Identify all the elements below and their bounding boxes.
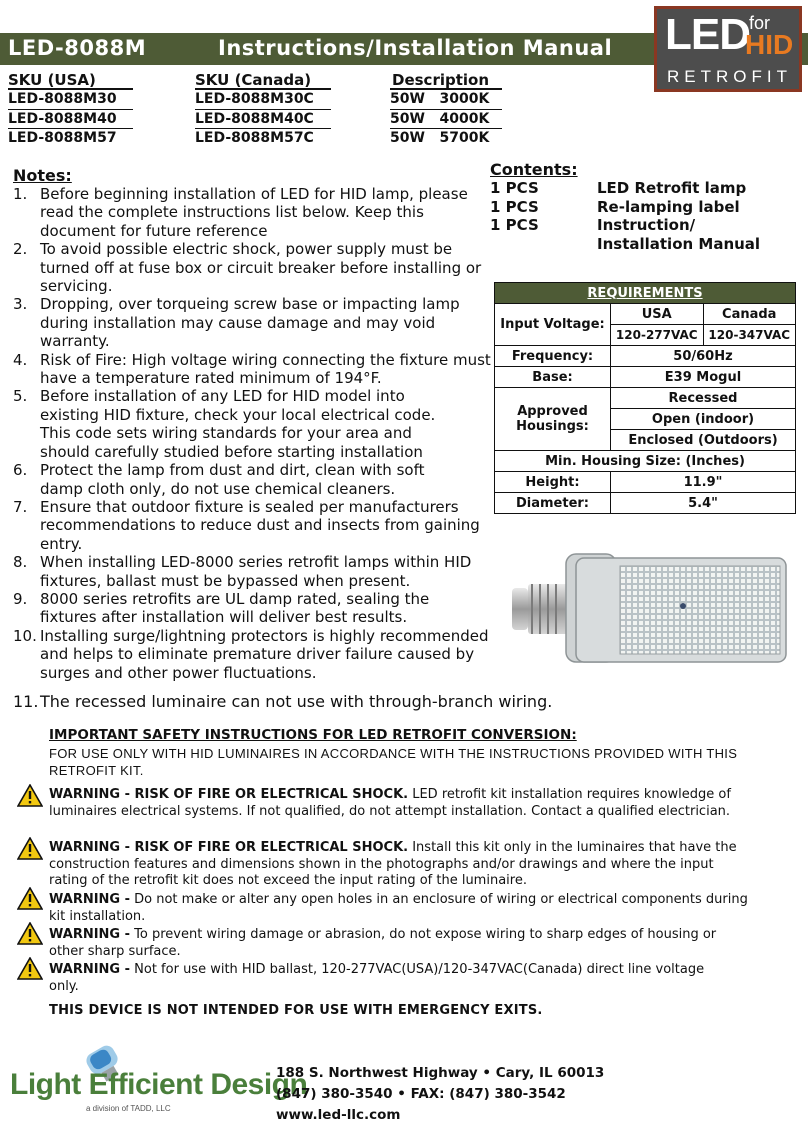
note-number: 6. xyxy=(13,461,28,480)
housings-label: Approved Housings: xyxy=(495,388,611,451)
frequency-value: 50/60Hz xyxy=(611,346,796,367)
warning-text: To prevent wiring damage or abrasion, do not expose wiring to sharp edges of housing or other sharp surface. xyxy=(49,927,717,959)
phone-fax: (847) 380-3540 • FAX: (847) 380-3542 xyxy=(276,1086,566,1102)
warning-item xyxy=(49,927,749,960)
contents-item: Re-lamping label xyxy=(597,197,740,216)
sku-usa-cell: LED-8088M30 xyxy=(8,91,117,107)
warning-item xyxy=(49,892,749,925)
brand-name: Light Efficient Design xyxy=(10,1068,308,1101)
website-link[interactable]: www.led-llc.com xyxy=(276,1107,401,1123)
note-number: 1. xyxy=(13,185,28,203)
brand-subtitle: a division of TADD, LLC xyxy=(86,1104,171,1113)
note-item xyxy=(13,295,491,350)
contents-list xyxy=(490,179,777,253)
warning-triangle-icon xyxy=(17,887,43,910)
note-item xyxy=(13,185,491,240)
base-label: Base: xyxy=(495,367,611,388)
height-label: Height: xyxy=(495,472,611,493)
logo-hid-text: HID xyxy=(745,29,794,60)
housing-value: Recessed xyxy=(611,388,796,409)
notes-title: Notes: xyxy=(13,166,72,185)
note-text: Installing surge/lightning protectors is highly recommended and helps to eliminate premature driver failure caused by surges and other power fluctuations. xyxy=(40,626,489,682)
height-value: 11.9" xyxy=(611,472,796,493)
base-value: E39 Mogul xyxy=(611,367,796,388)
note-text: The recessed luminaire can not use with through-branch wiring. xyxy=(40,692,553,711)
canada-column-label: Canada xyxy=(703,304,796,325)
sku-canada-cell: LED-8088M40C xyxy=(195,109,331,128)
led-array xyxy=(620,566,780,654)
contact-block xyxy=(276,1063,604,1126)
note-number: 9. xyxy=(13,589,28,608)
diameter-value: 5.4" xyxy=(611,493,796,514)
safety-subtitle: FOR USE ONLY WITH HID LUMINAIRES IN ACCORDANCE WITH THE INSTRUCTIONS PROVIDED WITH THIS RETROFIT KIT. xyxy=(49,746,738,778)
note-number: 8. xyxy=(13,553,28,572)
note-number: 2. xyxy=(13,240,28,259)
contents-qty: 1 PCS xyxy=(490,197,539,216)
warning-head: WARNING - RISK OF FIRE OR ELECTRICAL SHOCK. xyxy=(49,787,409,802)
frequency-label: Frequency: xyxy=(495,346,611,367)
note-item xyxy=(13,590,491,627)
warning-head: WARNING - RISK OF FIRE OR ELECTRICAL SHOCK. xyxy=(49,840,409,855)
note-item xyxy=(13,461,491,498)
note-number: 5. xyxy=(13,387,28,406)
note-text: Protect the lamp from dust and dirt, clean with soft damp cloth only, do not use chemical cleaners. xyxy=(40,461,425,498)
contents-item: Instruction/ Installation Manual xyxy=(597,216,761,253)
sku-usa-cell: LED-8088M40 xyxy=(8,109,133,128)
warning-text: LED retrofit kit installation requires knowledge of luminaires electrical systems. If not qualified, do not attempt installation. Contact a qualified electrician. xyxy=(49,787,731,819)
note-text: Before beginning installation of LED for HID lamp, please read the complete instructions list below. Keep this document for future reference xyxy=(40,185,468,240)
warning-triangle-icon xyxy=(17,837,43,860)
contents-row xyxy=(490,198,777,217)
model-title: LED-8088M xyxy=(8,36,147,60)
led-for-hid-logo xyxy=(654,6,802,92)
warning-triangle-icon xyxy=(17,957,43,980)
warning-item xyxy=(49,962,709,995)
canada-voltage: 120-347VAC xyxy=(703,325,796,346)
center-screw xyxy=(680,603,686,609)
warning-text: Do not make or alter any open holes in an enclosure of wiring or electrical components during kit installation. xyxy=(49,892,748,924)
description-header: Description xyxy=(390,71,502,90)
contents-row xyxy=(490,179,777,198)
note-item xyxy=(13,498,491,553)
sku-usa-header: SKU (USA) xyxy=(8,71,133,90)
warning-head: WARNING - xyxy=(49,927,131,942)
housing-value: Open (indoor) xyxy=(611,409,796,430)
warning-head: WARNING - xyxy=(49,892,131,907)
note-text: To avoid possible electric shock, power supply must be turned off at fuse box or circuit breaker before installing or servicing. xyxy=(40,240,482,296)
note-item xyxy=(13,627,491,682)
warning-triangle-icon xyxy=(17,784,43,807)
contents-qty: 1 PCS xyxy=(490,216,539,234)
contents-item: LED Retrofit lamp xyxy=(597,179,747,197)
manual-title: Instructions/Installation Manual xyxy=(218,36,613,60)
contents-row xyxy=(490,216,777,253)
product-photo xyxy=(506,548,796,668)
note-item xyxy=(13,240,491,295)
note-text: 8000 series retrofits are UL damp rated, sealing the fixtures after installation will deliver best results. xyxy=(40,589,430,627)
sku-canada-cell: LED-8088M30C xyxy=(195,91,314,107)
note-item xyxy=(13,351,491,388)
diameter-label: Diameter: xyxy=(495,493,611,514)
sku-canada-column xyxy=(195,71,331,147)
warning-text: Install this kit only in the luminaires that have the construction features and dimensions shown in the photographs and/or drawings and where the input rating of the retrofit kit does not exceed the input rating of the luminaire. xyxy=(49,840,737,889)
sku-canada-header: SKU (Canada) xyxy=(195,71,331,90)
note-number: 4. xyxy=(13,350,28,369)
description-cell: 50W 3000K xyxy=(390,91,490,107)
input-voltage-label: Input Voltage: xyxy=(495,304,611,346)
note-number: 3. xyxy=(13,295,28,314)
note-text: When installing LED-8000 series retrofit lamps within HID fixtures, ballast must be bypassed when present. xyxy=(40,553,472,590)
note-text: Ensure that outdoor fixture is sealed per manufacturers recommendations to reduce dust and insects from gaining entry. xyxy=(40,497,480,553)
note-item xyxy=(13,692,552,712)
note-item xyxy=(13,387,491,461)
warning-triangle-icon xyxy=(17,922,43,945)
contents-qty: 1 PCS xyxy=(490,179,539,197)
logo-led-text: LED xyxy=(665,10,750,59)
note-text: Before installation of any LED for HID model into existing HID fixture, check your local electrical code. This code sets wiring standards for your area and should carefully studied before starting installation xyxy=(40,387,436,461)
logo-retrofit-text: RETROFIT xyxy=(667,67,792,86)
requirements-header: REQUIREMENTS xyxy=(495,283,796,304)
logo-for-text: for xyxy=(749,13,771,33)
note-text: Risk of Fire: High voltage wiring connecting the fixture must have a temperature rated minimum of 194°F. xyxy=(40,350,491,388)
warning-item xyxy=(49,787,749,820)
safety-title: IMPORTANT SAFETY INSTRUCTIONS FOR LED RETROFIT CONVERSION: xyxy=(49,727,577,743)
sku-canada-cell: LED-8088M57C xyxy=(195,128,331,147)
notes-list xyxy=(13,185,491,682)
address: 188 S. Northwest Highway • Cary, IL 60013 xyxy=(276,1065,605,1081)
emergency-exit-notice: THIS DEVICE IS NOT INTENDED FOR USE WITH EMERGENCY EXITS. xyxy=(49,1003,543,1018)
contents-title: Contents: xyxy=(490,160,578,179)
note-number: 11. xyxy=(13,692,39,711)
note-text: Dropping, over torqueing screw base or impacting lamp during installation may cause damage and may void warranty. xyxy=(40,295,460,351)
note-number: 7. xyxy=(13,497,28,516)
e39-screw-base xyxy=(512,584,568,634)
description-cell: 50W 4000K xyxy=(390,109,502,128)
sku-description-column xyxy=(390,71,502,147)
sku-usa-cell: LED-8088M57 xyxy=(8,128,133,147)
requirements-table xyxy=(494,282,796,514)
usa-column-label: USA xyxy=(611,304,704,325)
warning-text: Not for use with HID ballast, 120-277VAC(USA)/120-347VAC(Canada) direct line voltage only. xyxy=(49,962,705,994)
usa-voltage: 120-277VAC xyxy=(611,325,704,346)
warning-head: WARNING - xyxy=(49,962,131,977)
warning-item xyxy=(49,840,749,890)
note-number: 10. xyxy=(13,626,37,645)
note-item xyxy=(13,553,491,590)
min-housing-size: Min. Housing Size: (Inches) xyxy=(495,451,796,472)
housing-value: Enclosed (Outdoors) xyxy=(611,430,796,451)
sku-usa-column xyxy=(8,71,133,147)
description-cell: 50W 5700K xyxy=(390,128,502,147)
